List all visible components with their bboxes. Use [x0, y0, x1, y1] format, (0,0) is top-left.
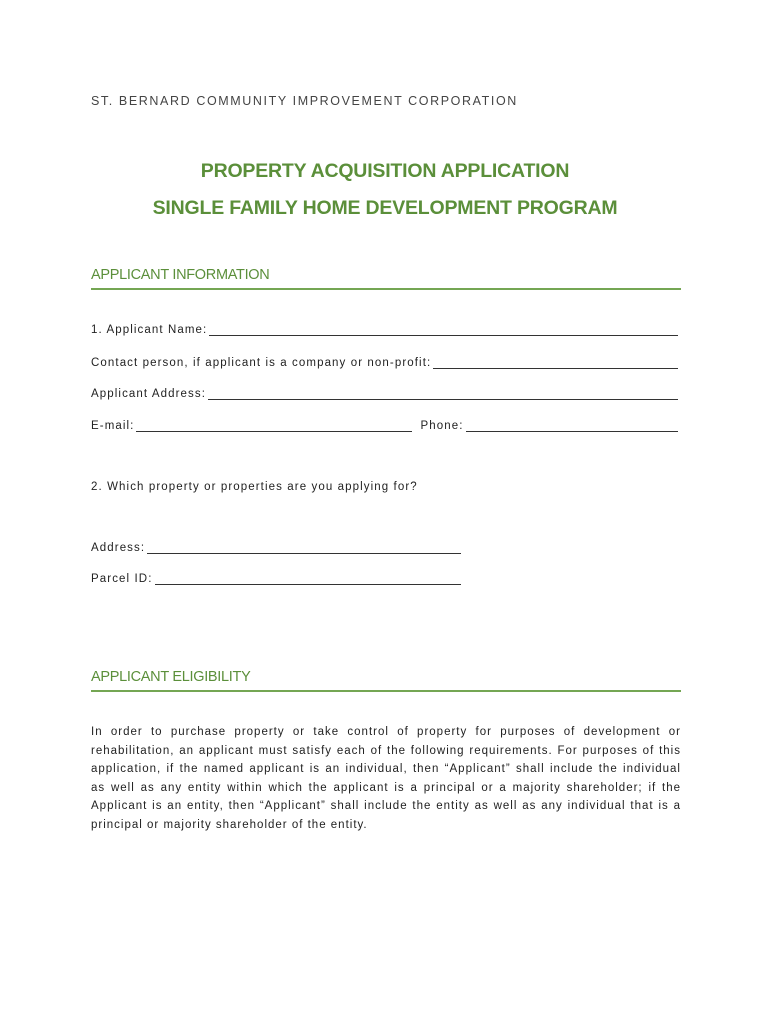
organization-name: ST. BERNARD COMMUNITY IMPROVEMENT CORPORATION	[91, 94, 518, 108]
email-label: E-mail:	[91, 420, 135, 432]
document-title: PROPERTY ACQUISITION APPLICATION	[200, 160, 570, 182]
email-blank[interactable]	[136, 421, 412, 432]
contact-person-blank[interactable]	[433, 358, 678, 369]
parcel-id-field[interactable]	[91, 573, 461, 585]
applicant-address-field[interactable]	[91, 388, 678, 400]
property-question: 2. Which property or properties are you applying for?	[91, 481, 418, 493]
property-address-label: Address:	[91, 542, 146, 554]
email-phone-row	[91, 420, 678, 432]
section-heading-applicant-information: APPLICANT INFORMATION	[91, 267, 681, 290]
parcel-id-blank[interactable]	[155, 574, 462, 585]
document-subtitle: SINGLE FAMILY HOME DEVELOPMENT PROGRAM	[152, 197, 618, 219]
contact-person-field[interactable]	[91, 357, 678, 369]
applicant-address-blank[interactable]	[208, 389, 678, 400]
applicant-name-blank[interactable]	[209, 325, 678, 336]
contact-person-label: Contact person, if applicant is a company or non-profit:	[91, 357, 432, 369]
parcel-id-label: Parcel ID:	[91, 573, 153, 585]
applicant-address-label: Applicant Address:	[91, 388, 207, 400]
property-address-field[interactable]	[91, 542, 461, 554]
eligibility-paragraph: In order to purchase property or take control of property for purposes of development or rehabilitation, an applicant must satisfy each of the following requirements. For purposes of this application, if the named applicant is an individual, then “Applicant” shall include the individual as well as any entity within which the applicant is a principal or a majority shareholder; if the Applicant is an entity, then “Applicant” shall include the entity as well as any individual that is a principal or majority shareholder of the entity.	[91, 726, 681, 831]
property-address-blank[interactable]	[147, 543, 461, 554]
section-heading-applicant-eligibility: APPLICANT ELIGIBILITY	[91, 669, 681, 692]
applicant-name-field[interactable]	[91, 324, 678, 336]
phone-label: Phone:	[420, 420, 464, 432]
phone-blank[interactable]	[466, 421, 678, 432]
applicant-name-label: 1. Applicant Name:	[91, 324, 208, 336]
